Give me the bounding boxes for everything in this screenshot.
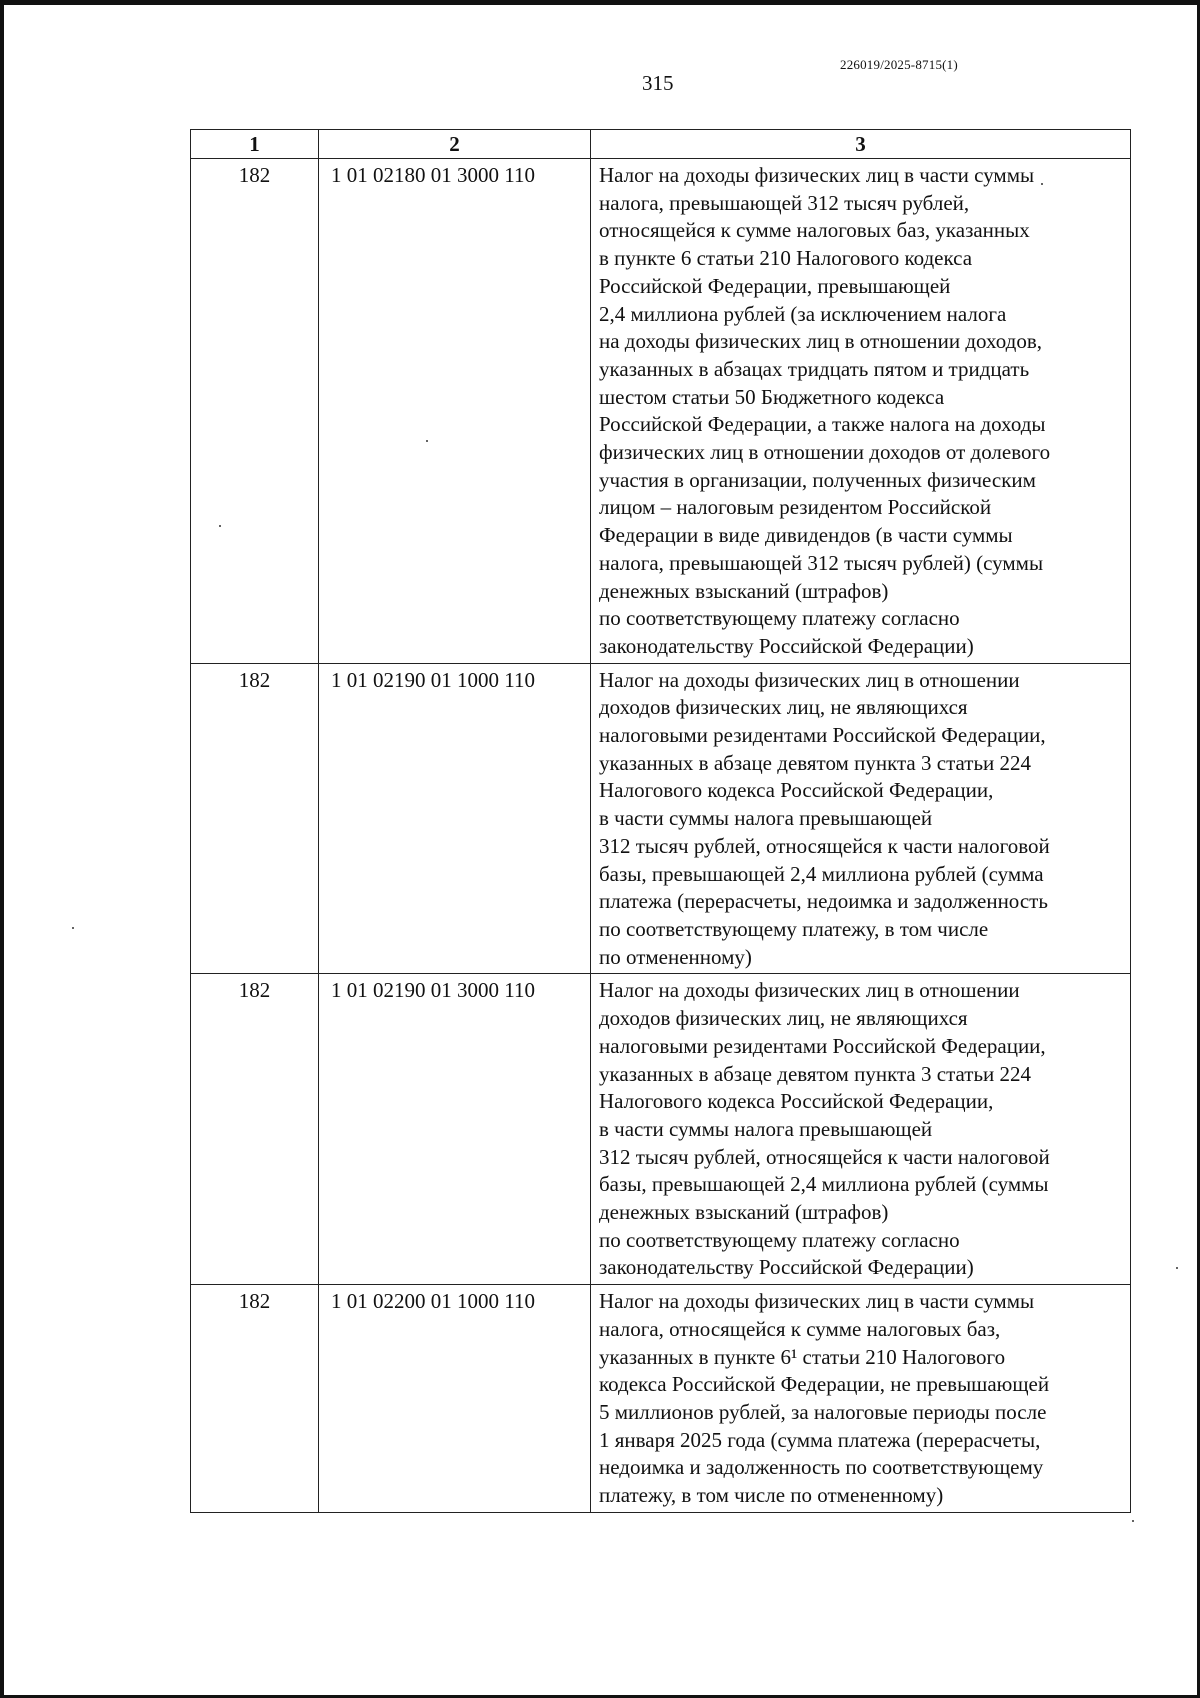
description-line: законодательству Российской Федерации): [599, 1255, 974, 1280]
admin-code-cell: 182: [191, 159, 319, 664]
description-line: Налогового кодекса Российской Федерации,: [599, 778, 994, 803]
scan-speck: [1176, 1267, 1178, 1269]
table-row: [191, 974, 1131, 1285]
description-line: денежных взысканий (штрафов): [599, 578, 889, 603]
description-line: в части суммы налога превышающей: [599, 1116, 933, 1141]
admin-code-cell: 182: [191, 1285, 319, 1513]
scan-speck: [1041, 183, 1043, 185]
description-line: базы, превышающей 2,4 миллиона рублей (сумма: [599, 861, 1044, 886]
description-line: базы, превышающей 2,4 миллиона рублей (суммы: [599, 1172, 1049, 1197]
description-line: физических лиц в отношении доходов от долевого: [599, 440, 1051, 465]
table-row: [191, 159, 1131, 664]
description-line: доходов физических лиц, не являющихся: [599, 695, 968, 720]
description-line: налога, превышающей 312 тысяч рублей) (суммы: [599, 550, 1044, 575]
description-line: законодательству Российской Федерации): [599, 633, 974, 658]
description-line: в части суммы налога превышающей: [599, 806, 933, 831]
description-line: 2,4 миллиона рублей (за исключением налога: [599, 301, 1007, 326]
description-line: по отмененному): [599, 944, 752, 969]
income-description-cell: [591, 974, 1131, 1285]
column-number-header-row: [191, 130, 1131, 159]
description-line: 312 тысяч рублей, относящейся к части налоговой: [599, 1144, 1050, 1169]
admin-code-cell: 182: [191, 974, 319, 1285]
budget-classification-table: [190, 129, 1131, 1513]
scan-speck: [1132, 1520, 1134, 1522]
description-line: налога, превышающей 312 тысяч рублей,: [599, 190, 970, 215]
scan-speck: [426, 440, 428, 442]
table-body: [191, 159, 1131, 1513]
kbk-code-cell: 1 01 02190 01 1000 110: [319, 663, 591, 974]
document-registration-number: 226019/2025-8715(1): [840, 57, 958, 72]
description-line: Налог на доходы физических лиц в отношении: [599, 667, 1020, 692]
description-line: относящейся к сумме налоговых баз, указанных: [599, 218, 1030, 243]
description-line: денежных взысканий (штрафов): [599, 1200, 889, 1225]
description-line: в пункте 6 статьи 210 Налогового кодекса: [599, 246, 973, 271]
description-line: 312 тысяч рублей, относящейся к части налоговой: [599, 833, 1050, 858]
column-header-1: 1: [191, 130, 319, 159]
column-header-2: 2: [319, 130, 591, 159]
description-line: 1 января 2025 года (сумма платежа (перерасчеты,: [599, 1427, 1041, 1452]
description-line: по соответствующему платежу согласно: [599, 1227, 960, 1252]
admin-code-cell: 182: [191, 663, 319, 974]
description-line: по соответствующему платежу, в том числе: [599, 916, 989, 941]
scan-speck: [72, 927, 74, 929]
description-line: платежа (перерасчеты, недоимка и задолженность: [599, 889, 1048, 914]
description-line: Российской Федерации, превышающей: [599, 273, 951, 298]
income-description-cell: [591, 1285, 1131, 1513]
description-line: по соответствующему платежу согласно: [599, 606, 960, 631]
kbk-code-cell: 1 01 02180 01 3000 110: [319, 159, 591, 664]
description-line: лицом – налоговым резидентом Российской: [599, 495, 992, 520]
description-line: Налогового кодекса Российской Федерации,: [599, 1089, 994, 1114]
description-line: указанных в абзаце девятом пункта 3 статьи 224: [599, 1061, 1032, 1086]
kbk-code-cell: 1 01 02200 01 1000 110: [319, 1285, 591, 1513]
description-line: указанных в пункте 6¹ статьи 210 Налогового: [599, 1344, 1006, 1369]
description-line: шестом статьи 50 Бюджетного кодекса: [599, 384, 945, 409]
scan-edge-mark: [4, 0, 64, 4]
table-row: [191, 1285, 1131, 1513]
description-line: Налог на доходы физических лиц в части суммы: [599, 163, 1035, 187]
description-line: налоговыми резидентами Российской Федерации,: [599, 1033, 1046, 1058]
description-line: указанных в абзаце девятом пункта 3 статьи 224: [599, 750, 1032, 775]
page-number: 315: [642, 71, 674, 95]
description-line: Российской Федерации, а также налога на доходы: [599, 412, 1046, 437]
description-line: на доходы физических лиц в отношении доходов,: [599, 329, 1042, 354]
description-line: доходов физических лиц, не являющихся: [599, 1006, 968, 1031]
kbk-code-cell: 1 01 02190 01 3000 110: [319, 974, 591, 1285]
description-line: Налог на доходы физических лиц в части суммы: [599, 1289, 1035, 1314]
income-description-cell: [591, 663, 1131, 974]
description-line: Федерации в виде дивидендов (в части суммы: [599, 523, 1013, 548]
description-line: 5 миллионов рублей, за налоговые периоды после: [599, 1399, 1047, 1424]
description-line: налога, относящейся к сумме налоговых баз,: [599, 1316, 1001, 1341]
scan-speck: [219, 525, 221, 527]
description-line: Налог на доходы физических лиц в отношении: [599, 978, 1020, 1003]
column-header-3: 3: [591, 130, 1131, 159]
description-line: недоимка и задолженность по соответствующему: [599, 1455, 1044, 1480]
income-description-cell: [591, 159, 1131, 664]
description-line: кодекса Российской Федерации, не превышающей: [599, 1372, 1050, 1397]
description-line: налоговыми резидентами Российской Федерации,: [599, 723, 1046, 748]
description-line: участия в организации, полученных физическим: [599, 467, 1036, 492]
description-line: платежу, в том числе по отмененному): [599, 1483, 944, 1508]
table-row: [191, 663, 1131, 974]
description-line: указанных в абзацах тридцать пятом и тридцать: [599, 356, 1030, 381]
